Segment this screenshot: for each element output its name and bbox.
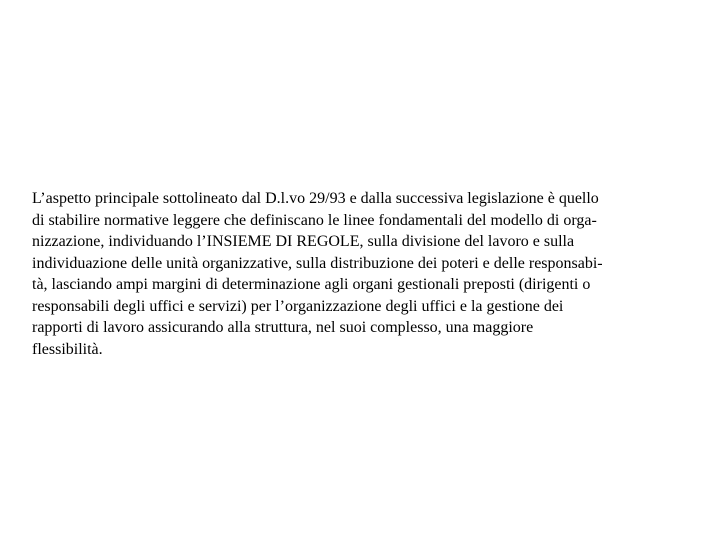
body-paragraph — [32, 188, 692, 360]
paragraph-line-5: tà, lasciando ampi margini di determinazione agli organi gestionali preposti (dirigenti o — [32, 276, 591, 293]
paragraph-line-2: di stabilire normative leggere che definiscano le linee fondamentali del modello di orga- — [32, 211, 597, 229]
paragraph-line-4: individuazione delle unità organizzative, sulla distribuzione dei poteri e delle responsabi- — [32, 254, 603, 272]
paragraph-line-1: L’aspetto principale sottolineato dal D.l.vo 29/93 e dalla successiva legislazione è quello — [32, 190, 599, 207]
paragraph-line-8: flessibilità. — [32, 340, 103, 358]
paragraph-line-7: rapporti di lavoro assicurando alla struttura, nel suoi complesso, una maggiore — [32, 319, 534, 336]
paragraph-line-3: nizzazione, individuando l’INSIEME DI REGOLE, sulla divisione del lavoro e sulla — [32, 233, 575, 250]
paragraph-line-6: responsabili degli uffici e servizi) per l’organizzazione degli uffici e la gestione dei — [32, 297, 564, 315]
